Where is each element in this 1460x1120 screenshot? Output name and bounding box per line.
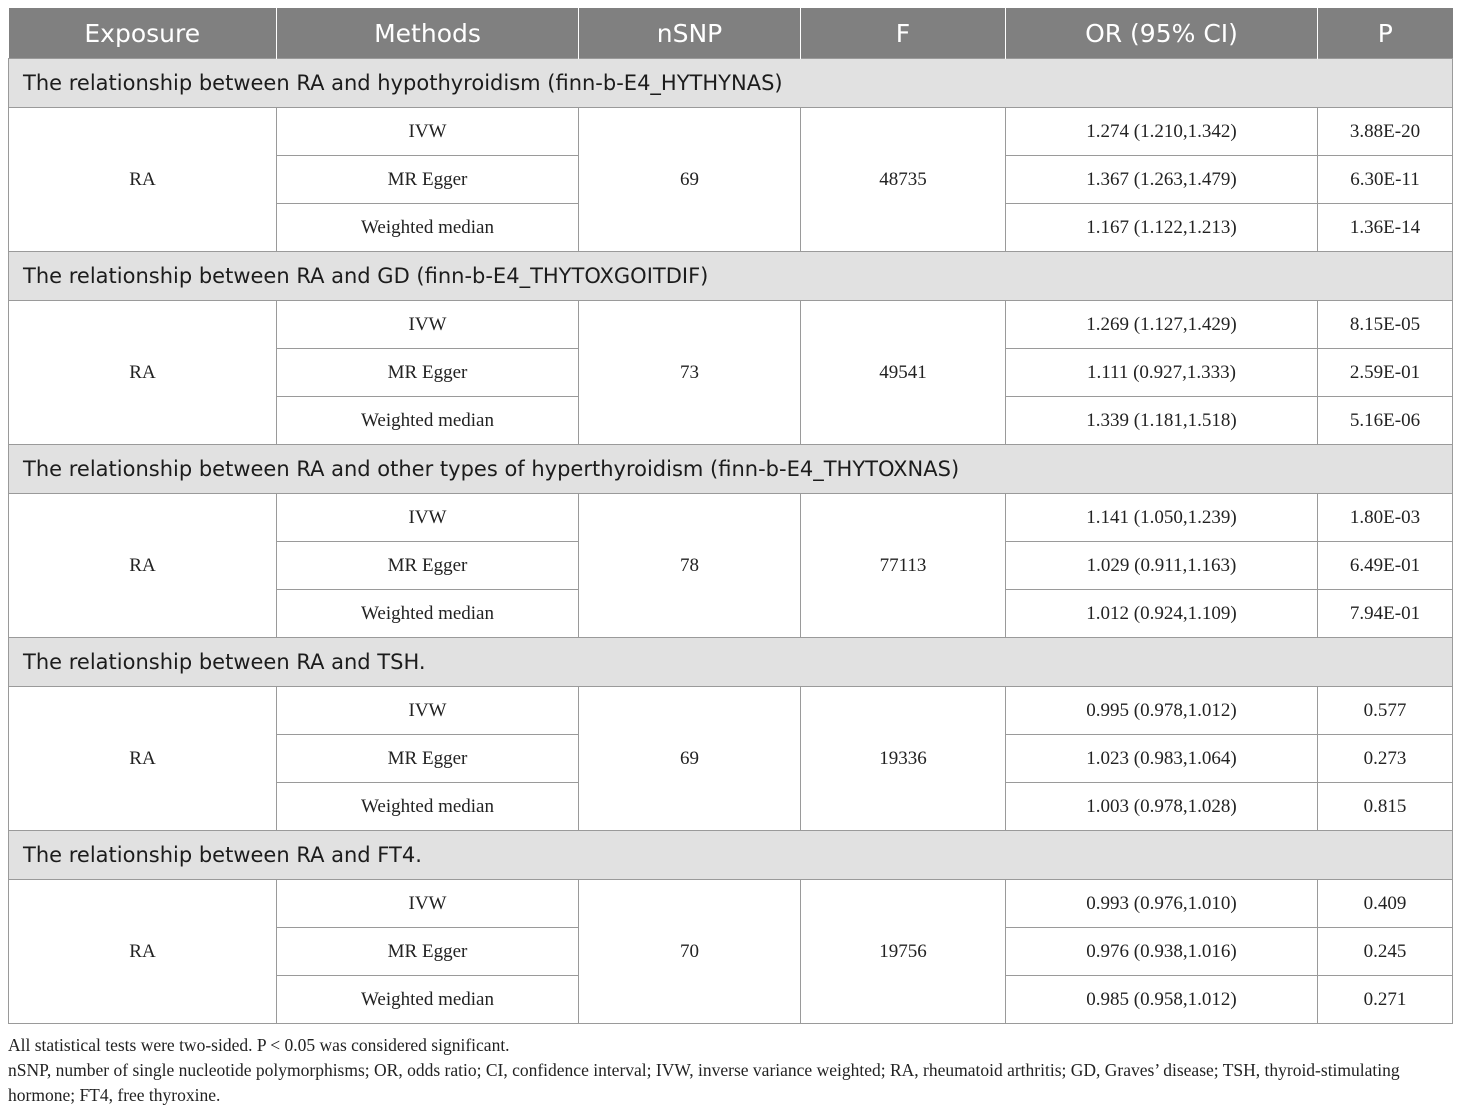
method-cell: MR Egger [277, 928, 579, 976]
nsnp-cell: 69 [579, 108, 801, 252]
section-header-row [9, 252, 1453, 301]
or-ci-cell: 0.995 (0.978,1.012) [1006, 687, 1318, 735]
exposure-cell: RA [9, 687, 277, 831]
or-ci-cell: 1.141 (1.050,1.239) [1006, 494, 1318, 542]
p-value-cell: 0.409 [1318, 880, 1453, 928]
table-row [9, 301, 1453, 349]
exposure-cell: RA [9, 301, 277, 445]
p-value-cell: 0.273 [1318, 735, 1453, 783]
or-ci-cell: 1.111 (0.927,1.333) [1006, 349, 1318, 397]
section-header-row [9, 638, 1453, 687]
or-ci-cell: 1.167 (1.122,1.213) [1006, 204, 1318, 252]
nsnp-cell: 73 [579, 301, 801, 445]
section-title: The relationship between RA and FT4. [9, 831, 1453, 880]
or-ci-cell: 1.269 (1.127,1.429) [1006, 301, 1318, 349]
footnote-significance: All statistical tests were two-sided. P < 0.05 was considered significant. [8, 1035, 510, 1055]
method-cell: MR Egger [277, 542, 579, 590]
p-value-cell: 0.245 [1318, 928, 1453, 976]
section-title: The relationship between RA and hypothyroidism (finn-b-E4_HYTHYNAS) [9, 59, 1453, 108]
or-ci-cell: 0.976 (0.938,1.016) [1006, 928, 1318, 976]
table-row [9, 108, 1453, 156]
method-cell: MR Egger [277, 349, 579, 397]
method-cell: IVW [277, 687, 579, 735]
f-cell: 48735 [801, 108, 1006, 252]
p-value-cell: 1.80E-03 [1318, 494, 1453, 542]
method-cell: IVW [277, 108, 579, 156]
header-nsnp: nSNP [579, 8, 801, 59]
nsnp-cell: 78 [579, 494, 801, 638]
section-title: The relationship between RA and TSH. [9, 638, 1453, 687]
header-methods: Methods [277, 8, 579, 59]
method-cell: IVW [277, 494, 579, 542]
method-cell: IVW [277, 880, 579, 928]
method-cell: MR Egger [277, 156, 579, 204]
header-or-ci: OR (95% CI) [1006, 8, 1318, 59]
table-body [9, 59, 1453, 1024]
or-ci-cell: 1.012 (0.924,1.109) [1006, 590, 1318, 638]
footnote-abbreviations: nSNP, number of single nucleotide polymorphisms; OR, odds ratio; CI, confidence interval; IVW, inverse variance weighted; RA, rheumatoid arthritis; GD, Graves’ disease; TSH, thyroid-stimulating hormone; FT4, free thyroxine. [8, 1060, 1400, 1105]
header-exposure: Exposure [9, 8, 277, 59]
table-row [9, 687, 1453, 735]
header-row [9, 8, 1453, 59]
document [8, 8, 1452, 1108]
or-ci-cell: 1.339 (1.181,1.518) [1006, 397, 1318, 445]
table-row [9, 494, 1453, 542]
p-value-cell: 0.577 [1318, 687, 1453, 735]
p-value-cell: 1.36E-14 [1318, 204, 1453, 252]
table-row [9, 880, 1453, 928]
section-header-row [9, 59, 1453, 108]
nsnp-cell: 70 [579, 880, 801, 1024]
method-cell: Weighted median [277, 590, 579, 638]
or-ci-cell: 0.985 (0.958,1.012) [1006, 976, 1318, 1024]
method-cell: Weighted median [277, 976, 579, 1024]
or-ci-cell: 1.023 (0.983,1.064) [1006, 735, 1318, 783]
table-footnotes [8, 1033, 1452, 1108]
method-cell: MR Egger [277, 735, 579, 783]
section-title: The relationship between RA and other types of hyperthyroidism (finn-b-E4_THYTOXNAS) [9, 445, 1453, 494]
header-f: F [801, 8, 1006, 59]
p-value-cell: 5.16E-06 [1318, 397, 1453, 445]
f-cell: 19756 [801, 880, 1006, 1024]
p-value-cell: 0.815 [1318, 783, 1453, 831]
method-cell: IVW [277, 301, 579, 349]
exposure-cell: RA [9, 880, 277, 1024]
section-header-row [9, 445, 1453, 494]
method-cell: Weighted median [277, 204, 579, 252]
nsnp-cell: 69 [579, 687, 801, 831]
method-cell: Weighted median [277, 397, 579, 445]
or-ci-cell: 1.029 (0.911,1.163) [1006, 542, 1318, 590]
p-value-cell: 2.59E-01 [1318, 349, 1453, 397]
p-value-cell: 8.15E-05 [1318, 301, 1453, 349]
exposure-cell: RA [9, 494, 277, 638]
or-ci-cell: 1.367 (1.263,1.479) [1006, 156, 1318, 204]
exposure-cell: RA [9, 108, 277, 252]
header-p: P [1318, 8, 1453, 59]
or-ci-cell: 0.993 (0.976,1.010) [1006, 880, 1318, 928]
p-value-cell: 0.271 [1318, 976, 1453, 1024]
f-cell: 19336 [801, 687, 1006, 831]
section-header-row [9, 831, 1453, 880]
p-value-cell: 7.94E-01 [1318, 590, 1453, 638]
f-cell: 49541 [801, 301, 1006, 445]
results-table [8, 8, 1453, 1024]
method-cell: Weighted median [277, 783, 579, 831]
or-ci-cell: 1.274 (1.210,1.342) [1006, 108, 1318, 156]
p-value-cell: 3.88E-20 [1318, 108, 1453, 156]
or-ci-cell: 1.003 (0.978,1.028) [1006, 783, 1318, 831]
f-cell: 77113 [801, 494, 1006, 638]
p-value-cell: 6.30E-11 [1318, 156, 1453, 204]
section-title: The relationship between RA and GD (finn-b-E4_THYTOXGOITDIF) [9, 252, 1453, 301]
p-value-cell: 6.49E-01 [1318, 542, 1453, 590]
table-header [9, 8, 1453, 59]
